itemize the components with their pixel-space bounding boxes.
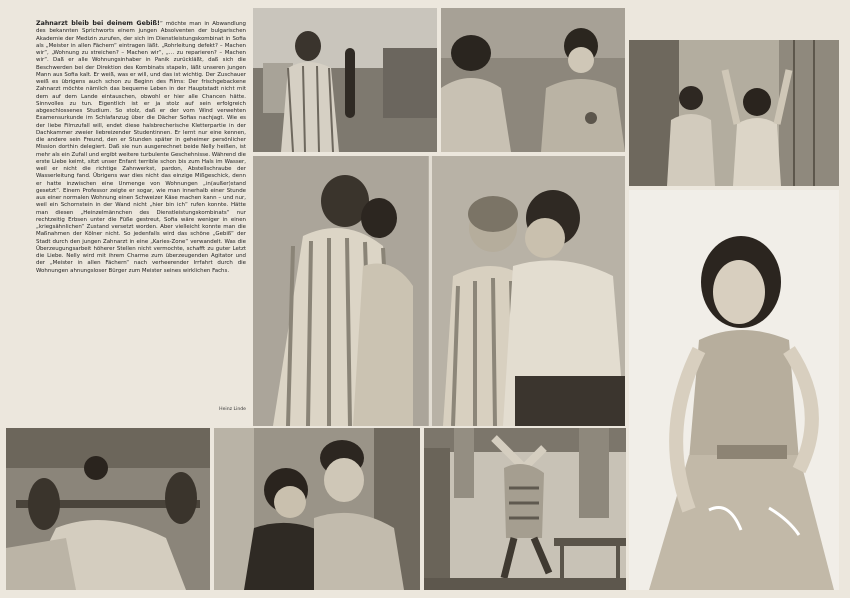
photo-rooftop-man: [253, 8, 437, 152]
photo-woman-portrait: [629, 190, 839, 590]
photo-dentist-scene: [214, 428, 420, 590]
photo-barbell-scene: [6, 428, 210, 590]
article-text: [36, 20, 246, 415]
article-author-credit: Heinz Linde: [219, 407, 246, 412]
photo-climbing-scene: [424, 428, 626, 590]
photo-couple-sitting: [441, 8, 625, 152]
article-body: “ möchte man in Abwandlung des bekannten Sprichworts einem jungen Absolventen der bulgarischen Akademie der Medizin zurufen, der sich im Dienstleistungskombinat in Sofia als „Meister in allen Fächern“ eintragen läßt. „Rohrleitung defekt? – Machen wir“, „Wohnung zu streichen? – Machen wir“, „… zu reparieren? – Machen wir“. Daß er alle Wohnungsinhaber in Panik zurückläßt, daß sich die Beschwerden bei der Direktion des Kombinats stapeln, läßt unseren jungen Mann aus Sofia kalt. Er weiß, was er will, und das ist wichtig. Der Zuschauer weiß es übrigens auch schon zu Beginn des Films: Der frischgebackene Zahnarzt möchte nämlich das bequeme Leben in der Hauptstadt nicht mit dem auf dem Lande eintauschen, obwohl er hier alle Chancen hätte. Sinnvolles zu tun. Eigentlich ist er ja stolz auf sein erfolgreich abgeschlossenes Studium. So stolz, daß er der vom Wind verwehten Examensurkunde im Schlafanzug über die Dächer Sofias nachjagt. Wie es der liebe Filmzufall will, endet diese halsbrecherische Kletterpartie in der Dachkammer zweier liebreizender Studentinnen. Er lernt nur eine kennen, die andere sein Freund, den er Stunden später in geheimer persönlicher Mission dorthin delegiert. Daß sie nun ausgerechnet beide Nelly heißen, ist mehr als ein Zufall und ergibt weitere turbulente Geschehnisse. Während die erste Liebe keimt, sitzt unser Enfant terrible schon bis zum Hals im Wasser, weil er nicht die richtige Zahnwerkst, pardon, Abstellschraube der Wasserleitung fand. Übrigens war dies nicht das einzige Mißgeschick, denn er hatte inzwischen eine Unmenge von Wohnungen „in(außer)stand gesetzt“. Einem Professor zeigte er sogar, wie man innerhalb einer Stunde aus einer normalen Wohnung einen Schweizer Käse machen kann – und nur, weil ein Schornstein in der Wand nicht „hier bin ich“ rufen konnte. Hätte man diesen „Heinzelmännchen des Dienstleistungskombinats“ nur rechtzeitig Erbsen unter die Füße gestreut, Sofia wäre weniger in einen „kriegsähnlichen“ Zustand versetzt worden. Aber vielleicht konnte man die Maßnahmen der Kölner nicht. So jedenfalls wird das schöne „Gebiß“ der Stadt durch den jungen Zahnarzt in eine „Karies-Zone“ verwandelt. Was die Überzeugungsarbeit höherer Stellen nicht vermochte, schafft zu guter Letzt die Liebe. Nelly wird mit ihrem Charme zum überzeugenden Agitator und der „Meister in allen Fächern“ nach verheerender Irrfahrt durch die Wohnungen ahnungsloser Bürger zum Meister seines wirklichen Fachs.: [36, 21, 246, 274]
photo-kissing-couples: [253, 156, 625, 426]
article-lead: Zahnarzt bleib bei deinem Gebiß!: [36, 20, 160, 27]
photo-window-scene: [629, 40, 839, 186]
